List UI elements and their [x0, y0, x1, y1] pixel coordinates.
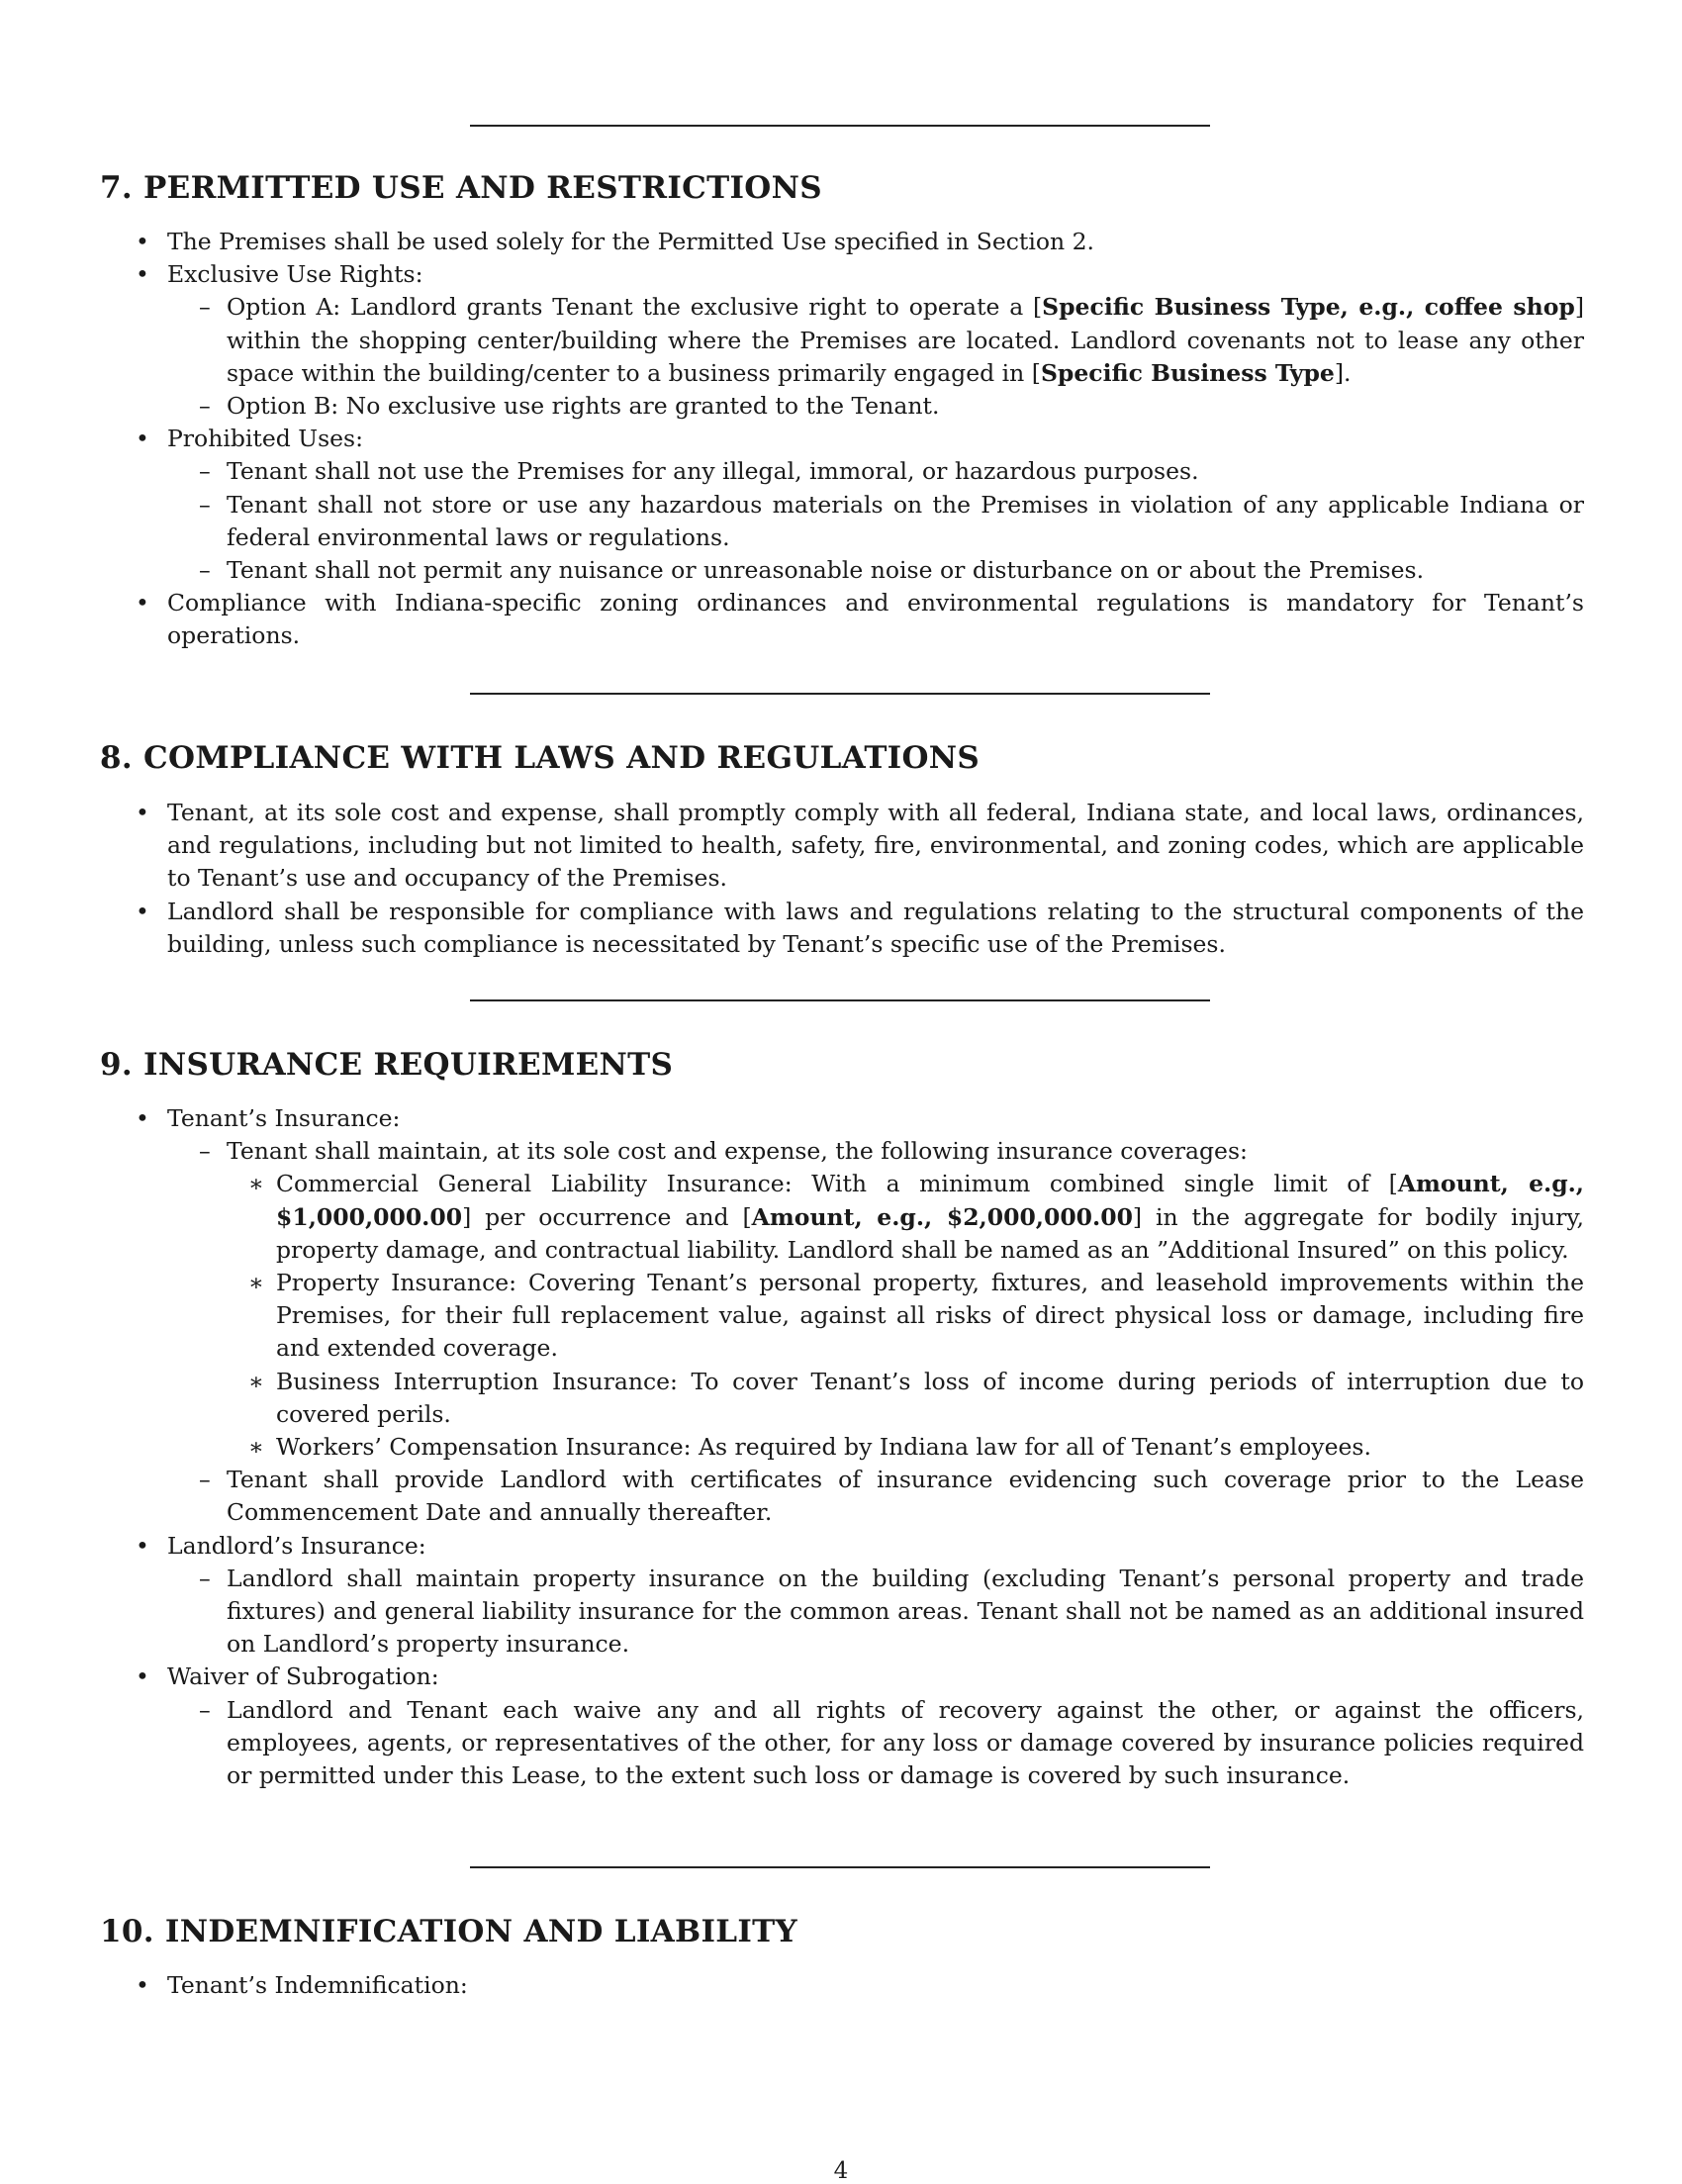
- section-9-body: [100, 1102, 1584, 1792]
- list-item: • Tenant’s Indemnification:: [100, 1969, 1584, 2002]
- bullet-icon: •: [136, 1662, 149, 1691]
- list-item: • Tenant’s Insurance: – Tenant shall maintain, at its sole cost and expense, the following insurance coverages: ∗ Commercial General Liability Insurance: With a minimum combined single limit of [Amount, e.g., $1,000,000.00] per occurrence and [Amount, e.g., $2,000,000.00] in the aggregate for bodily injury, property damage, and contractual liability. Landlord shall be named as an ”Additional Insured” on this policy. ∗ Property Insurance: Covering Tenant’s personal property, fixtures, and leasehold improvements within the Premises, for their full replacement value, against all risks of direct physical loss or damage, including fire and extended coverage. ∗ Business Interruption Insurance: To cover Tenant’s loss of income during periods of interruption due to covered perils. ∗ Workers’ Compensation Insurance: As required by Indiana law for all of Tenant’s employees. – Tenant shall provide Landlord with certificates of insurance evidencing such coverage prior to the Lease Commencement Date and annually thereafter.: [100, 1102, 1584, 1530]
- section-10-body: [100, 1969, 1584, 2002]
- list-item: – Tenant shall not store or use any hazardous materials on the Premises in violation of any applicable Indiana or federal environmental laws or regulations.: [199, 490, 1584, 551]
- dash-icon: –: [199, 1695, 211, 1724]
- section-divider: [470, 693, 1210, 695]
- section-7-body: [100, 226, 1584, 653]
- dash-icon: –: [199, 392, 211, 421]
- dash-icon: –: [199, 556, 211, 585]
- list-item: – Tenant shall maintain, at its sole cost and expense, the following insurance coverages: ∗ Commercial General Liability Insurance: With a minimum combined single limit of [Amount, e.g., $1,000,000.00] per occurrence and [Amount, e.g., $2,000,000.00] in the aggregate for bodily injury, property damage, and contractual liability. Landlord shall be named as an ”Additional Insured” on this policy. ∗ Property Insurance: Covering Tenant’s personal property, fixtures, and leasehold improvements within the Premises, for their full replacement value, against all risks of direct physical loss or damage, including fire and extended coverage. ∗ Business Interruption Insurance: To cover Tenant’s loss of income during periods of interruption due to covered perils. ∗ Workers’ Compensation Insurance: As required by Indiana law for all of Tenant’s employees.: [167, 1135, 1584, 1464]
- asterisk-icon: ∗: [248, 1269, 264, 1297]
- section-divider: [470, 125, 1210, 127]
- list-item: • Tenant, at its sole cost and expense, shall promptly comply with all federal, Indiana state, and local laws, ordinances, and regulations, including but not limited to health, safety, fire, environmental, and zoning codes, which are applicable to Tenant’s use and occupancy of the Premises.: [136, 799, 1584, 893]
- bullet-icon: •: [136, 1531, 149, 1560]
- bullet-icon: •: [136, 228, 149, 255]
- section-8-heading: 8. COMPLIANCE WITH LAWS AND REGULATIONS: [100, 740, 981, 776]
- section-7-heading: 7. PERMITTED USE AND RESTRICTIONS: [100, 170, 822, 206]
- list-item: • Compliance with Indiana-specific zoning ordinances and environmental regulations is mandatory for Tenant’s operations.: [136, 589, 1584, 650]
- dash-icon: –: [199, 1466, 211, 1494]
- list-item: – Tenant shall not permit any nuisance or unreasonable noise or disturbance on or about the Premises.: [167, 554, 1584, 587]
- bullet-icon: •: [136, 589, 149, 617]
- dash-icon: –: [199, 1137, 211, 1166]
- asterisk-icon: ∗: [248, 1367, 264, 1395]
- section-10-heading: 10. INDEMNIFICATION AND LIABILITY: [100, 1914, 797, 1949]
- list-item: • The Premises shall be used solely for the Permitted Use specified in Section 2.: [100, 226, 1584, 258]
- bullet-icon: •: [136, 260, 149, 289]
- list-item: • Exclusive Use Rights: – Option A: Landlord grants Tenant the exclusive right to operate a [Specific Business Type, e.g., coffee shop] within the shopping center/building where the Premises are located. Landlord covenants not to lease any other space within the building/center to a business primarily engaged in [Specific Business Type]. – Option B: No exclusive use rights are granted to the Tenant.: [100, 258, 1584, 423]
- section-divider: [470, 1866, 1210, 1868]
- dash-icon: –: [199, 490, 211, 519]
- list-item: – Tenant shall not use the Premises for any illegal, immoral, or hazardous purposes.: [167, 455, 1584, 488]
- section-divider: [470, 999, 1210, 1001]
- section-9-heading: 9. INSURANCE REQUIREMENTS: [100, 1047, 674, 1083]
- list-item: – Landlord and Tenant each waive any and all rights of recovery against the other, or against the officers, employees, agents, or representatives of the other, for any loss or damage covered by insurance policies required or permitted under this Lease, to the extent such loss or damage is covered by such insurance.: [199, 1695, 1584, 1790]
- asterisk-icon: ∗: [248, 1433, 264, 1462]
- section-8-body: [100, 797, 1584, 961]
- dash-icon: –: [199, 457, 211, 486]
- bullet-icon: •: [136, 1104, 149, 1132]
- list-item: ∗ Business Interruption Insurance: To cover Tenant’s loss of income during periods of interruption due to covered perils.: [248, 1367, 1584, 1428]
- bullet-icon: •: [136, 1971, 149, 1999]
- list-item: • Waiver of Subrogation: – Landlord and Tenant each waive any and all rights of recovery against the other, or against the officers, employees, agents, or representatives of the other, for any loss or damage covered by insurance policies required or permitted under this Lease, to the extent such loss or damage is covered by such insurance.: [100, 1661, 1584, 1792]
- list-item: – Option B: No exclusive use rights are granted to the Tenant.: [167, 390, 1584, 423]
- dash-icon: –: [199, 293, 211, 322]
- list-item: – Option A: Landlord grants Tenant the exclusive right to operate a [Specific Business Type, e.g., coffee shop] within the shopping center/building where the Premises are located. Landlord covenants not to lease any other space within the building/center to a business primarily engaged in [Specific Business Type].: [199, 293, 1584, 387]
- bullet-icon: •: [136, 799, 149, 826]
- bullet-icon: •: [136, 425, 149, 453]
- list-item: – Tenant shall provide Landlord with certificates of insurance evidencing such coverage prior to the Lease Commencement Date and annually thereafter.: [199, 1466, 1584, 1527]
- list-item: • Landlord shall be responsible for compliance with laws and regulations relating to the structural components of the building, unless such compliance is necessitated by Tenant’s specific use of the Premises.: [136, 897, 1584, 958]
- dash-icon: –: [199, 1564, 211, 1592]
- page-number: 4: [833, 2158, 849, 2184]
- list-item: ∗ Property Insurance: Covering Tenant’s personal property, fixtures, and leasehold improvements within the Premises, for their full replacement value, against all risks of direct physical loss or damage, including fire and extended coverage.: [248, 1269, 1584, 1363]
- list-item: ∗ Workers’ Compensation Insurance: As required by Indiana law for all of Tenant’s employees.: [227, 1431, 1584, 1464]
- list-item: – Landlord shall maintain property insurance on the building (excluding Tenant’s personal property and trade fixtures) and general liability insurance for the common areas. Tenant shall not be named as an additional insured on Landlord’s property insurance.: [199, 1564, 1584, 1659]
- list-item: • Prohibited Uses: – Tenant shall not use the Premises for any illegal, immoral, or hazardous purposes. – Tenant shall not store or use any hazardous materials on the Premises in violation of any applicable Indiana or federal environmental laws or regulations. – Tenant shall not permit any nuisance or unreasonable noise or disturbance on or about the Premises.: [100, 423, 1584, 587]
- list-item: ∗ Commercial General Liability Insurance: With a minimum combined single limit of [Amount, e.g., $1,000,000.00] per occurrence and [Amount, e.g., $2,000,000.00] in the aggregate for bodily injury, property damage, and contractual liability. Landlord shall be named as an ”Additional Insured” on this policy.: [248, 1170, 1584, 1264]
- asterisk-icon: ∗: [248, 1170, 264, 1198]
- bullet-icon: •: [136, 897, 149, 925]
- list-item: • Landlord’s Insurance: – Landlord shall maintain property insurance on the building (excluding Tenant’s personal property and trade fixtures) and general liability insurance for the common areas. Tenant shall not be named as an additional insured on Landlord’s property insurance.: [100, 1530, 1584, 1662]
